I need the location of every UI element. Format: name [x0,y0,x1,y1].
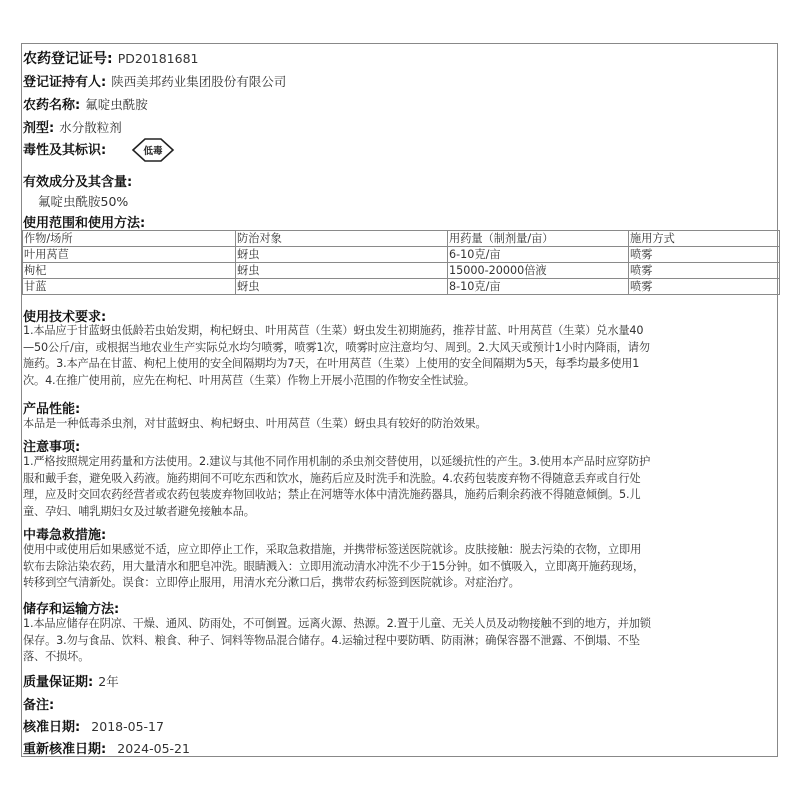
table-cell: 8-10克/亩 [448,279,629,295]
performance-title [23,398,80,417]
tech-requirements-text [23,323,775,389]
table-header-cell: 防治对象 [236,231,448,247]
text-line: 1.本品应储存在阴凉、干燥、通风、防雨处，不可倒置。远离火源、热源。2.置于儿童、无关人员及动物接触不到的地方，并加锁 [23,617,651,630]
approval-date-label: 核准日期: [23,720,81,735]
text-line: 童、孕妇、哺乳期妇女及过敏者避免接触本品。 [23,504,255,518]
precautions-label: 注意事项: [23,440,81,455]
usage-section-title [23,212,145,231]
formulation-label: 剂型: [23,121,55,136]
table-row [23,279,780,295]
usage-table [22,230,780,295]
registration-no-value: PD20181681 [117,51,199,66]
active-ingredient-row [23,171,132,190]
first-aid-title [23,524,106,543]
text-line: 转移到空气清新处。误食：立即停止服用，用清水充分漱口后，携带农药标签到医院就诊。对症治疗。 [23,576,520,589]
precautions-text [23,454,775,520]
warranty-value: 2年 [98,674,119,689]
reapproval-date-value: 2024-05-21 [117,741,190,756]
toxicity-row [23,139,106,158]
performance-label: 产品性能: [23,402,81,417]
active-ingredient-label: 有效成分及其含量: [23,175,133,190]
table-cell: 叶用莴苣 [23,247,236,263]
text-line: 本品是一种低毒杀虫剂，对甘蓝蚜虫、枸杞蚜虫、叶用莴苣（生菜）蚜虫具有较好的防治效果。 [23,417,487,430]
holder-label: 登记证持有人: [23,75,107,90]
text-line: 1.本品应于甘蓝蚜虫低龄若虫始发期，枸杞蚜虫、叶用莴苣（生菜）蚜虫发生初期施药，推荐甘蓝、叶用莴苣（生菜）兑水量40 [23,324,644,337]
text-line: 理，应及时交回农药经营者或农药包装废弃物回收站；禁止在河塘等水体中清洗施药器具，施药后剩余药液不得随意倾倒。5.儿 [23,488,641,501]
storage-title [23,598,119,617]
product-name-value: 氟啶虫酰胺 [85,97,148,112]
text-line: 保存。3.勿与食品、饮料、粮食、种子、饲料等物品混合储存。4.运输过程中要防晒、防雨淋；确保容器不泄露、不倒塌、不坠 [23,633,640,647]
table-header-row [23,231,780,247]
formulation-row [23,117,122,136]
usage-label: 使用范围和使用方法: [23,216,146,231]
warranty-row [23,671,119,690]
performance-text [23,416,775,433]
text-line: 软布去除沾染农药，用大量清水和肥皂冲洗。眼睛溅入：立即用流动清水冲洗不少于15分钟。如不慎吸入，立即离开施药现场， [23,559,645,573]
table-row [23,247,780,263]
text-line: 服和戴手套，避免吸入药液。施药期间不可吃东西和饮水，施药后应及时洗手和洗脸。4.农药包装废弃物不得随意丢弃或自行处 [23,471,641,485]
table-header-cell: 施用方式 [629,231,780,247]
storage-text [23,616,775,666]
low-toxicity-badge-icon [131,136,175,164]
reapproval-date-label: 重新核准日期: [23,742,107,757]
table-cell: 蚜虫 [236,263,448,279]
table-header-cell: 作物/场所 [23,231,236,247]
warranty-label: 质量保证期: [23,675,94,690]
table-cell: 15000-20000倍液 [448,263,629,279]
table-cell: 喷雾 [629,247,780,263]
holder-value: 陕西美邦药业集团股份有限公司 [111,74,287,89]
text-line: 1.严格按照规定用药量和方法使用。2.建议与其他不同作用机制的杀虫剂交替使用，以延缓抗性的产生。3.使用本产品时应穿防护 [23,455,651,468]
remarks-label: 备注: [23,698,55,713]
approval-date-value: 2018-05-17 [91,719,164,734]
text-line: 次。4.在推广使用前，应先在枸杞、叶用莴苣（生菜）作物上开展小范围的作物安全性试验。 [23,373,475,387]
text-line: 施药。3.本产品在甘蓝、枸杞上使用的安全间隔期均为7天，在叶用莴苣（生菜）上使用的安全间隔期为5天，每季均最多使用1 [23,357,640,370]
table-header-cell: 用药量（制剂量/亩） [448,231,629,247]
text-line: 使用中或使用后如果感觉不适，应立即停止工作，采取急救措施，并携带标签送医院就诊。皮肤接触：脱去污染的衣物，立即用 [23,543,642,556]
table-cell: 喷雾 [629,279,780,295]
toxicity-label: 毒性及其标识: [23,143,107,158]
table-cell: 枸杞 [23,263,236,279]
product-name-label: 农药名称: [23,98,81,113]
table-cell: 甘蓝 [23,279,236,295]
first-aid-text [23,542,775,592]
table-cell: 蚜虫 [236,247,448,263]
reapproval-date-row [23,738,190,757]
badge-text: 低毒 [143,146,163,157]
table-cell: 蚜虫 [236,279,448,295]
approval-date-row [23,716,164,735]
storage-label: 储存和运输方法: [23,602,120,617]
table-cell: 喷雾 [629,263,780,279]
table-cell: 6-10克/亩 [448,247,629,263]
tech-requirements-label: 使用技术要求: [23,310,107,325]
text-line: 落、不损坏。 [23,650,90,663]
holder-row [23,71,286,90]
registration-no-row [23,48,199,68]
table-row [23,263,780,279]
first-aid-label: 中毒急救措施: [23,528,107,543]
active-ingredient-value: 氟啶虫酰胺50% [38,194,129,209]
registration-no-label: 农药登记证号: [23,51,113,67]
remarks-row [23,694,54,713]
text-line: —50公斤/亩，或根据当地农业生产实际兑水均匀喷雾，喷雾1次，喷雾时应注意均匀、周到。2.大风天或预计1小时内降雨，请勿 [23,340,650,354]
product-name-row [23,94,148,113]
precautions-title [23,436,80,455]
formulation-value: 水分散粒剂 [59,120,122,135]
